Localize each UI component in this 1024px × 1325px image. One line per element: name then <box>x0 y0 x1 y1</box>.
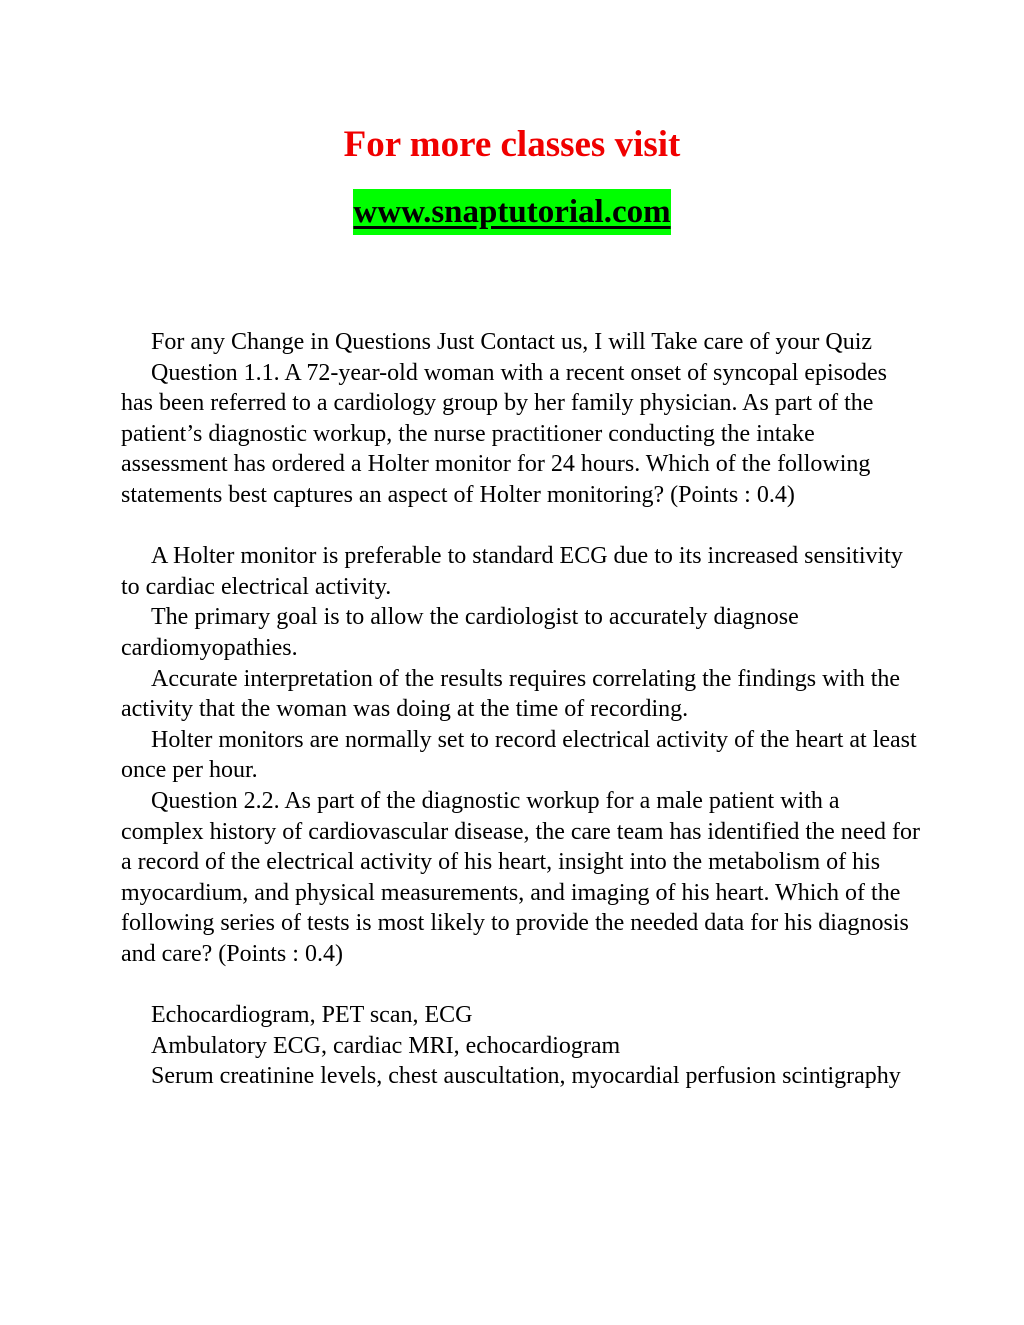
question-2-text: Question 2.2. As part of the diagnostic workup for a male patient with a complex history of cardiovascular disease, the care team has identified the need for a record of the electrical activity of his heart, insight into the metabolism of his myocardium, and physical measurements, and imaging of his heart. Which of the following series of tests is most likely to provide the needed data for his diagnosis and care? (Points : 0.4) <box>121 787 921 967</box>
quiz-body <box>121 327 921 1092</box>
question-2-option-1: Echocardiogram, PET scan, ECG <box>151 1002 473 1029</box>
question-2-option-2: Ambulatory ECG, cardiac MRI, echocardiogram <box>151 1032 621 1059</box>
promo-link[interactable]: www.snaptutorial.com <box>353 189 670 235</box>
spacer <box>121 511 921 542</box>
promo-title: For more classes visit <box>343 124 681 165</box>
question-1-option-4: Holter monitors are normally set to record electrical activity of the heart at least once per hour. <box>121 726 917 784</box>
promo-link-wrap <box>0 189 1024 235</box>
question-1-text: Question 1.1. A 72-year-old woman with a recent onset of syncopal episodes has been referred to a cardiology group by her family physician. As part of the patient’s diagnostic workup, the nurse practitioner conducting the intake assessment has ordered a Holter monitor for 24 hours. Which of the following statements best captures an aspect of Holter monitoring? (Points : 0.4) <box>121 359 888 508</box>
intro-text: For any Change in Questions Just Contact us, I will Take care of your Quiz <box>151 329 873 355</box>
question-1-option-2: The primary goal is to allow the cardiologist to accurately diagnose cardiomyopathies. <box>121 604 799 661</box>
question-1-option-3: Accurate interpretation of the results requires correlating the findings with the activity that the woman was doing at the time of recording. <box>121 665 901 723</box>
question-2-option-3: Serum creatinine levels, chest auscultation, myocardial perfusion scintigraphy <box>151 1063 901 1090</box>
spacer <box>121 969 921 1000</box>
question-1-option-1: A Holter monitor is preferable to standard ECG due to its increased sensitivity to cardiac electrical activity. <box>121 543 903 600</box>
